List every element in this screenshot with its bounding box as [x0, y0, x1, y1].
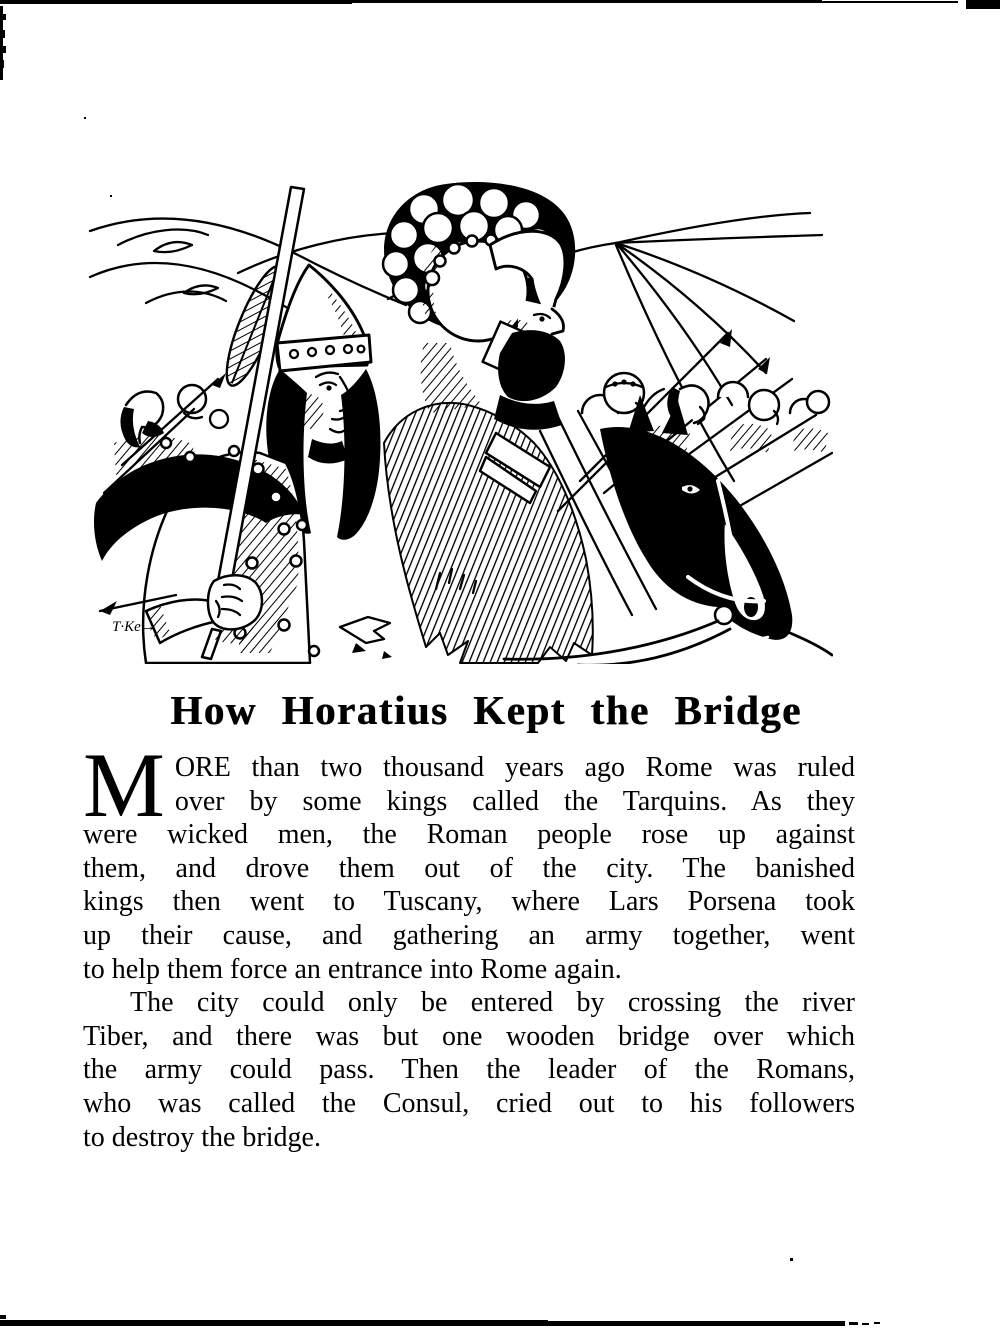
- fist: [208, 575, 262, 643]
- scan-artifact-bottom-edge: [0, 1315, 6, 1319]
- scan-speck: [790, 1258, 793, 1261]
- paragraph-1-lines: ORE than two thousand years ago Rome was ruled over by some kings called the Tarquins. As they were wicked men, the Roman people rose up against them, and drove them out of the city. The banished kings then went to Tuscany, where Lars Porsena took up their cause, and gathering an army together, went to help them force an entrance into Rome again.: [83, 752, 855, 985]
- scan-artifact-bottom-edge: [874, 1322, 880, 1324]
- scan-artifact-bottom-edge: [849, 1322, 858, 1325]
- scan-artifact-bottom-edge: [0, 1320, 548, 1326]
- scan-artifact-top-corner: [966, 0, 1000, 9]
- story-paragraph-2: [83, 986, 855, 1154]
- artist-signature: T·Ke→: [112, 619, 156, 635]
- scan-artifact-bottom-edge: [548, 1321, 845, 1326]
- scan-artifact-top-edge: [352, 0, 822, 3]
- drop-cap: M: [83, 734, 165, 836]
- scan-artifact-left-edge: [0, 30, 5, 38]
- cloak: [384, 403, 593, 663]
- scan-artifact-left-edge: [0, 60, 4, 68]
- paragraph-2-lines: The city could only be entered by crossing the river Tiber, and there was but one wooden bridge over which the army could pass. Then the leader of the Romans, who was called the Consul, cried out to his followers to destroy the bridge.: [83, 987, 855, 1153]
- story-text: [83, 734, 855, 1154]
- chapter-title: How Horatius Kept the Bridge: [170, 687, 802, 733]
- scan-artifact-top-edge: [822, 1, 958, 3]
- scan-artifact-left-edge: [0, 46, 6, 53]
- scan-artifact-bottom-edge: [862, 1323, 869, 1325]
- story-paragraph-1: [83, 734, 855, 986]
- story-illustration: [88, 180, 833, 664]
- scan-artifact-top-edge: [0, 0, 352, 4]
- scan-speck: [84, 117, 86, 119]
- scan-artifact-left-edge: [0, 14, 6, 20]
- beard: [498, 330, 565, 401]
